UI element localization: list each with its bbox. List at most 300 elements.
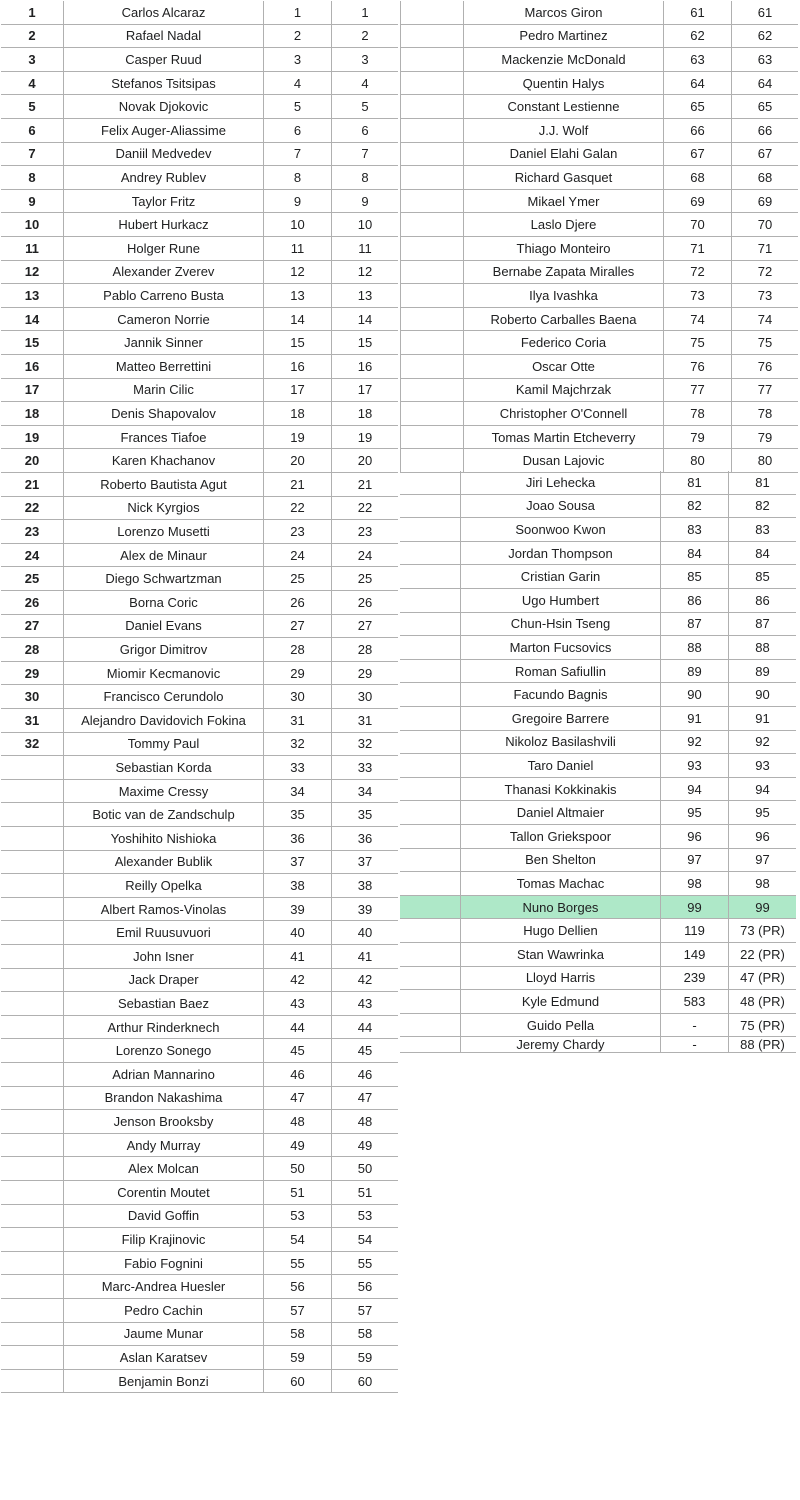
entry-rank-cell: 80 [731,449,798,472]
rank-cell: 48 [263,1110,331,1133]
entry-rank-cell: 93 [728,754,796,777]
seed-cell [400,379,463,402]
player-cell: Marton Fucsovics [460,636,660,659]
player-cell: Denis Shapovalov [63,402,263,425]
entry-rank-cell: 97 [728,849,796,872]
player-cell: Botic van de Zandschulp [63,803,263,826]
player-cell: Tallon Griekspoor [460,825,660,848]
rank-cell: 24 [263,544,331,567]
seed-cell: 26 [24,594,40,610]
table-row [1,48,398,72]
player-cell: Ilya Ivashka [463,284,663,307]
rank-cell: 16 [263,355,331,378]
table-row [1,1,398,25]
seed-cell: 23 [24,523,40,539]
player-cell: Kamil Majchrzak [463,379,663,402]
table-row [1,119,398,143]
table-row [400,119,798,143]
table-row [400,754,796,778]
player-cell: Ben Shelton [460,849,660,872]
table-row [400,1037,796,1053]
player-cell: Reilly Opelka [63,874,263,897]
table-row [400,495,796,519]
seed-cell [1,803,63,826]
rank-cell: 74 [663,308,731,331]
rank-cell: 583 [660,990,728,1013]
seed-cell: 16 [24,358,40,374]
rank-cell: 64 [663,72,731,95]
rank-cell: 59 [263,1346,331,1369]
entry-rank-cell: 55 [331,1252,398,1275]
rank-cell: 21 [263,473,331,496]
seed-cell [400,778,460,801]
entry-rank-cell: 70 [731,213,798,236]
rank-cell: 38 [263,874,331,897]
player-cell: Albert Ramos-Vinolas [63,898,263,921]
seed-cell [400,355,463,378]
table-row [1,190,398,214]
rank-cell: 86 [660,589,728,612]
seed-cell [400,48,463,71]
rank-cell: 77 [663,379,731,402]
rank-cell: 25 [263,567,331,590]
player-cell: Sebastian Baez [63,992,263,1015]
table-row [400,213,798,237]
rank-cell: 91 [660,707,728,730]
seed-cell: 24 [24,547,40,563]
rank-cell: 6 [263,119,331,142]
entry-rank-cell: 37 [331,851,398,874]
rank-cell: 66 [663,119,731,142]
rank-cell: 88 [660,636,728,659]
seed-cell: 3 [28,51,36,67]
table-row [1,662,398,686]
seed-cell [400,495,460,518]
player-cell: Hubert Hurkacz [63,213,263,236]
table-row [400,636,796,660]
seed-cell [400,542,460,565]
rank-cell: 47 [263,1087,331,1110]
seed-cell: 32 [24,736,40,752]
rank-cell: 8 [263,166,331,189]
entry-rank-cell: 63 [731,48,798,71]
player-cell: Stan Wawrinka [460,943,660,966]
player-cell: Lorenzo Musetti [63,520,263,543]
entry-rank-cell: 18 [331,402,398,425]
table-row [1,780,398,804]
table-row [1,308,398,332]
rank-cell: 9 [263,190,331,213]
player-cell: Jenson Brooksby [63,1110,263,1133]
table-row [1,1323,398,1347]
table-row [1,166,398,190]
entry-rank-cell: 95 [728,801,796,824]
player-cell: Rafael Nadal [63,25,263,48]
entry-rank-cell: 8 [331,166,398,189]
table-row [1,95,398,119]
table-row [1,1228,398,1252]
table-row [1,1063,398,1087]
player-cell: Thanasi Kokkinakis [460,778,660,801]
seed-cell [1,1110,63,1133]
rank-cell: 11 [263,237,331,260]
player-cell: Daniel Evans [63,615,263,638]
entry-rank-cell: 7 [331,143,398,166]
seed-cell [1,780,63,803]
table-row [1,615,398,639]
entry-rank-cell: 66 [731,119,798,142]
rank-cell: 60 [263,1370,331,1393]
table-row [1,213,398,237]
entry-rank-cell: 13 [331,284,398,307]
table-row [1,898,398,922]
entry-rank-cell: 26 [331,591,398,614]
entry-rank-cell: 59 [331,1346,398,1369]
table-row [1,1039,398,1063]
entry-rank-cell: 14 [331,308,398,331]
entry-rank-cell: 99 [728,896,796,919]
rank-cell: 58 [263,1323,331,1346]
seed-cell [1,851,63,874]
table-row [1,284,398,308]
table-row [400,261,798,285]
entry-rank-cell: 28 [331,638,398,661]
seed-cell [400,801,460,824]
rank-cell: 39 [263,898,331,921]
table-row [1,827,398,851]
seed-cell [1,945,63,968]
player-cell: John Isner [63,945,263,968]
entry-rank-cell: 71 [731,237,798,260]
table-row [400,331,798,355]
seed-cell [1,898,63,921]
seed-cell: 4 [28,75,36,91]
table-row [1,567,398,591]
seed-cell [400,1,463,24]
player-cell: Nuno Borges [460,896,660,919]
table-row [1,1181,398,1205]
player-cell: Oscar Otte [463,355,663,378]
table-row [400,613,796,637]
player-cell: Yoshihito Nishioka [63,827,263,850]
entry-rank-cell: 6 [331,119,398,142]
rank-cell: 18 [263,402,331,425]
entry-rank-cell: 81 [728,471,796,494]
entry-rank-cell: 48 [331,1110,398,1133]
player-cell: Carlos Alcaraz [63,1,263,24]
entry-rank-cell: 5 [331,95,398,118]
rank-cell: 1 [263,1,331,24]
entry-rank-cell: 15 [331,331,398,354]
seed-cell: 29 [24,665,40,681]
player-cell: Jordan Thompson [460,542,660,565]
entry-rank-cell: 88 [728,636,796,659]
table-row [1,1110,398,1134]
player-cell: Maxime Cressy [63,780,263,803]
player-cell: Daniel Elahi Galan [463,143,663,166]
rank-cell: 45 [263,1039,331,1062]
entry-rank-cell: 62 [731,25,798,48]
entry-rank-cell: 69 [731,190,798,213]
table-row [400,143,798,167]
rank-cell: 33 [263,756,331,779]
player-cell: Alexander Bublik [63,851,263,874]
table-row [400,449,798,473]
entry-rank-cell: 84 [728,542,796,565]
table-row [400,1,798,25]
seed-cell [400,896,460,919]
player-cell: Andrey Rublev [63,166,263,189]
seed-cell [400,849,460,872]
player-cell: Andy Murray [63,1134,263,1157]
seed-cell [1,1039,63,1062]
rank-cell: 26 [263,591,331,614]
player-cell: Daniil Medvedev [63,143,263,166]
seed-cell [400,449,463,472]
player-cell: Jiri Lehecka [460,471,660,494]
seed-cell [1,1323,63,1346]
rank-cell: 78 [663,402,731,425]
seed-cell: 27 [24,618,40,634]
table-row [400,308,798,332]
table-row [400,731,796,755]
seed-cell [1,969,63,992]
table-row [1,733,398,757]
player-cell: Alexander Zverev [63,261,263,284]
table-row [1,1016,398,1040]
rank-cell: 22 [263,497,331,520]
rank-cell: 71 [663,237,731,260]
seed-cell [400,72,463,95]
seed-cell [1,874,63,897]
rank-cell: 68 [663,166,731,189]
seed-cell [1,1157,63,1180]
entry-rank-cell: 50 [331,1157,398,1180]
seed-cell [400,237,463,260]
entry-rank-cell: 90 [728,683,796,706]
seed-cell [400,1037,460,1052]
entry-rank-cell: 98 [728,872,796,895]
seed-cell [400,284,463,307]
entry-rank-cell: 34 [331,780,398,803]
seed-cell: 12 [24,264,40,280]
entry-rank-cell: 88 (PR) [728,1037,796,1052]
rank-cell: 32 [263,733,331,756]
entry-rank-cell: 44 [331,1016,398,1039]
rank-cell: 97 [660,849,728,872]
seed-cell: 9 [28,193,36,209]
player-cell: Miomir Kecmanovic [63,662,263,685]
rank-cell: 63 [663,48,731,71]
seed-cell [400,308,463,331]
table-row [400,825,796,849]
rank-cell: 19 [263,426,331,449]
seed-cell [400,518,460,541]
table-row [1,1205,398,1229]
seed-cell [400,660,460,683]
seed-cell [1,992,63,1015]
player-cell: Jaume Munar [63,1323,263,1346]
entry-rank-cell: 32 [331,733,398,756]
player-cell: Marc-Andrea Huesler [63,1275,263,1298]
entry-rank-cell: 79 [731,426,798,449]
seed-cell [1,1205,63,1228]
rank-cell: 54 [263,1228,331,1251]
seed-cell [400,565,460,588]
rank-cell: 23 [263,520,331,543]
seed-cell: 10 [24,217,40,233]
seed-cell [400,707,460,730]
seed-cell [400,589,460,612]
table-row [400,1014,796,1038]
seed-cell [400,754,460,777]
seed-cell [1,1252,63,1275]
seed-cell [400,990,460,1013]
player-cell: Laslo Djere [463,213,663,236]
player-cell: Matteo Berrettini [63,355,263,378]
seed-cell [400,261,463,284]
table-row [400,849,796,873]
player-cell: Chun-Hsin Tseng [460,613,660,636]
table-row [1,591,398,615]
table-row [1,544,398,568]
rank-cell: 81 [660,471,728,494]
table-row [400,72,798,96]
player-cell: Holger Rune [63,237,263,260]
seed-cell [1,1181,63,1204]
entry-rank-cell: 29 [331,662,398,685]
table-row [1,1157,398,1181]
seed-cell [1,1063,63,1086]
rank-cell: 31 [263,709,331,732]
entry-rank-cell: 47 (PR) [728,967,796,990]
player-cell: Felix Auger-Aliassime [63,119,263,142]
rank-cell: 53 [263,1205,331,1228]
rank-cell: 62 [663,25,731,48]
rank-cell: 72 [663,261,731,284]
player-cell: Grigor Dimitrov [63,638,263,661]
entry-rank-cell: 24 [331,544,398,567]
entry-rank-cell: 49 [331,1134,398,1157]
table-row [1,803,398,827]
rank-cell: 85 [660,565,728,588]
seed-cell [400,471,460,494]
entry-rank-cell: 17 [331,379,398,402]
seed-cell [400,825,460,848]
entry-rank-cell: 89 [728,660,796,683]
table-row [1,709,398,733]
table-row [400,589,796,613]
table-row [1,851,398,875]
entry-rank-cell: 75 [731,331,798,354]
player-cell: Jannik Sinner [63,331,263,354]
entry-rank-cell: 45 [331,1039,398,1062]
table-row [400,990,796,1014]
entry-rank-cell: 94 [728,778,796,801]
rank-cell: 119 [660,919,728,942]
rank-cell: 14 [263,308,331,331]
entry-rank-cell: 67 [731,143,798,166]
seed-cell: 19 [24,429,40,445]
seed-cell [400,166,463,189]
rank-cell: 13 [263,284,331,307]
seed-cell: 17 [24,382,40,398]
entry-rank-cell: 41 [331,945,398,968]
table-row [400,237,798,261]
seed-cell [400,683,460,706]
rank-cell: 51 [263,1181,331,1204]
player-cell: Jack Draper [63,969,263,992]
seed-cell: 21 [24,476,40,492]
entry-rank-cell: 1 [331,1,398,24]
seed-cell [400,613,460,636]
player-cell: Christopher O'Connell [463,402,663,425]
rank-cell: 12 [263,261,331,284]
table-row [1,72,398,96]
player-cell: Fabio Fognini [63,1252,263,1275]
entry-rank-cell: 85 [728,565,796,588]
table-row [1,992,398,1016]
rank-cell: 57 [263,1299,331,1322]
table-row [1,473,398,497]
table-row [400,166,798,190]
player-cell: Frances Tiafoe [63,426,263,449]
seed-cell [1,921,63,944]
player-cell: Hugo Dellien [460,919,660,942]
rank-cell: 44 [263,1016,331,1039]
seed-cell [400,213,463,236]
entry-rank-cell: 78 [731,402,798,425]
seed-cell: 14 [24,311,40,327]
entry-rank-cell: 30 [331,685,398,708]
table-row [1,449,398,473]
entry-rank-cell: 22 [331,497,398,520]
rank-cell: 28 [263,638,331,661]
seed-cell [400,119,463,142]
rank-cell: 7 [263,143,331,166]
table-row [1,638,398,662]
entry-rank-cell: 20 [331,449,398,472]
rank-cell: 93 [660,754,728,777]
rank-cell: 80 [663,449,731,472]
entry-rank-cell: 25 [331,567,398,590]
player-cell: Roman Safiullin [460,660,660,683]
player-cell: Mikael Ymer [463,190,663,213]
entry-rank-cell: 10 [331,213,398,236]
table-row [1,355,398,379]
entry-rank-cell: 53 [331,1205,398,1228]
entry-rank-cell: 92 [728,731,796,754]
entry-rank-cell: 91 [728,707,796,730]
entry-rank-cell: 51 [331,1181,398,1204]
rank-cell: 40 [263,921,331,944]
seed-cell: 25 [24,571,40,587]
seed-cell: 2 [28,28,36,44]
seed-cell [400,943,460,966]
entry-rank-cell: 19 [331,426,398,449]
player-cell: Cameron Norrie [63,308,263,331]
table-row [1,969,398,993]
entry-rank-cell: 75 (PR) [728,1014,796,1037]
seed-cell [400,25,463,48]
entry-rank-cell: 73 [731,284,798,307]
rank-cell: 15 [263,331,331,354]
seed-cell [1,1087,63,1110]
player-cell: Guido Pella [460,1014,660,1037]
rank-cell: 79 [663,426,731,449]
seed-cell: 31 [24,712,40,728]
table-row [400,565,796,589]
